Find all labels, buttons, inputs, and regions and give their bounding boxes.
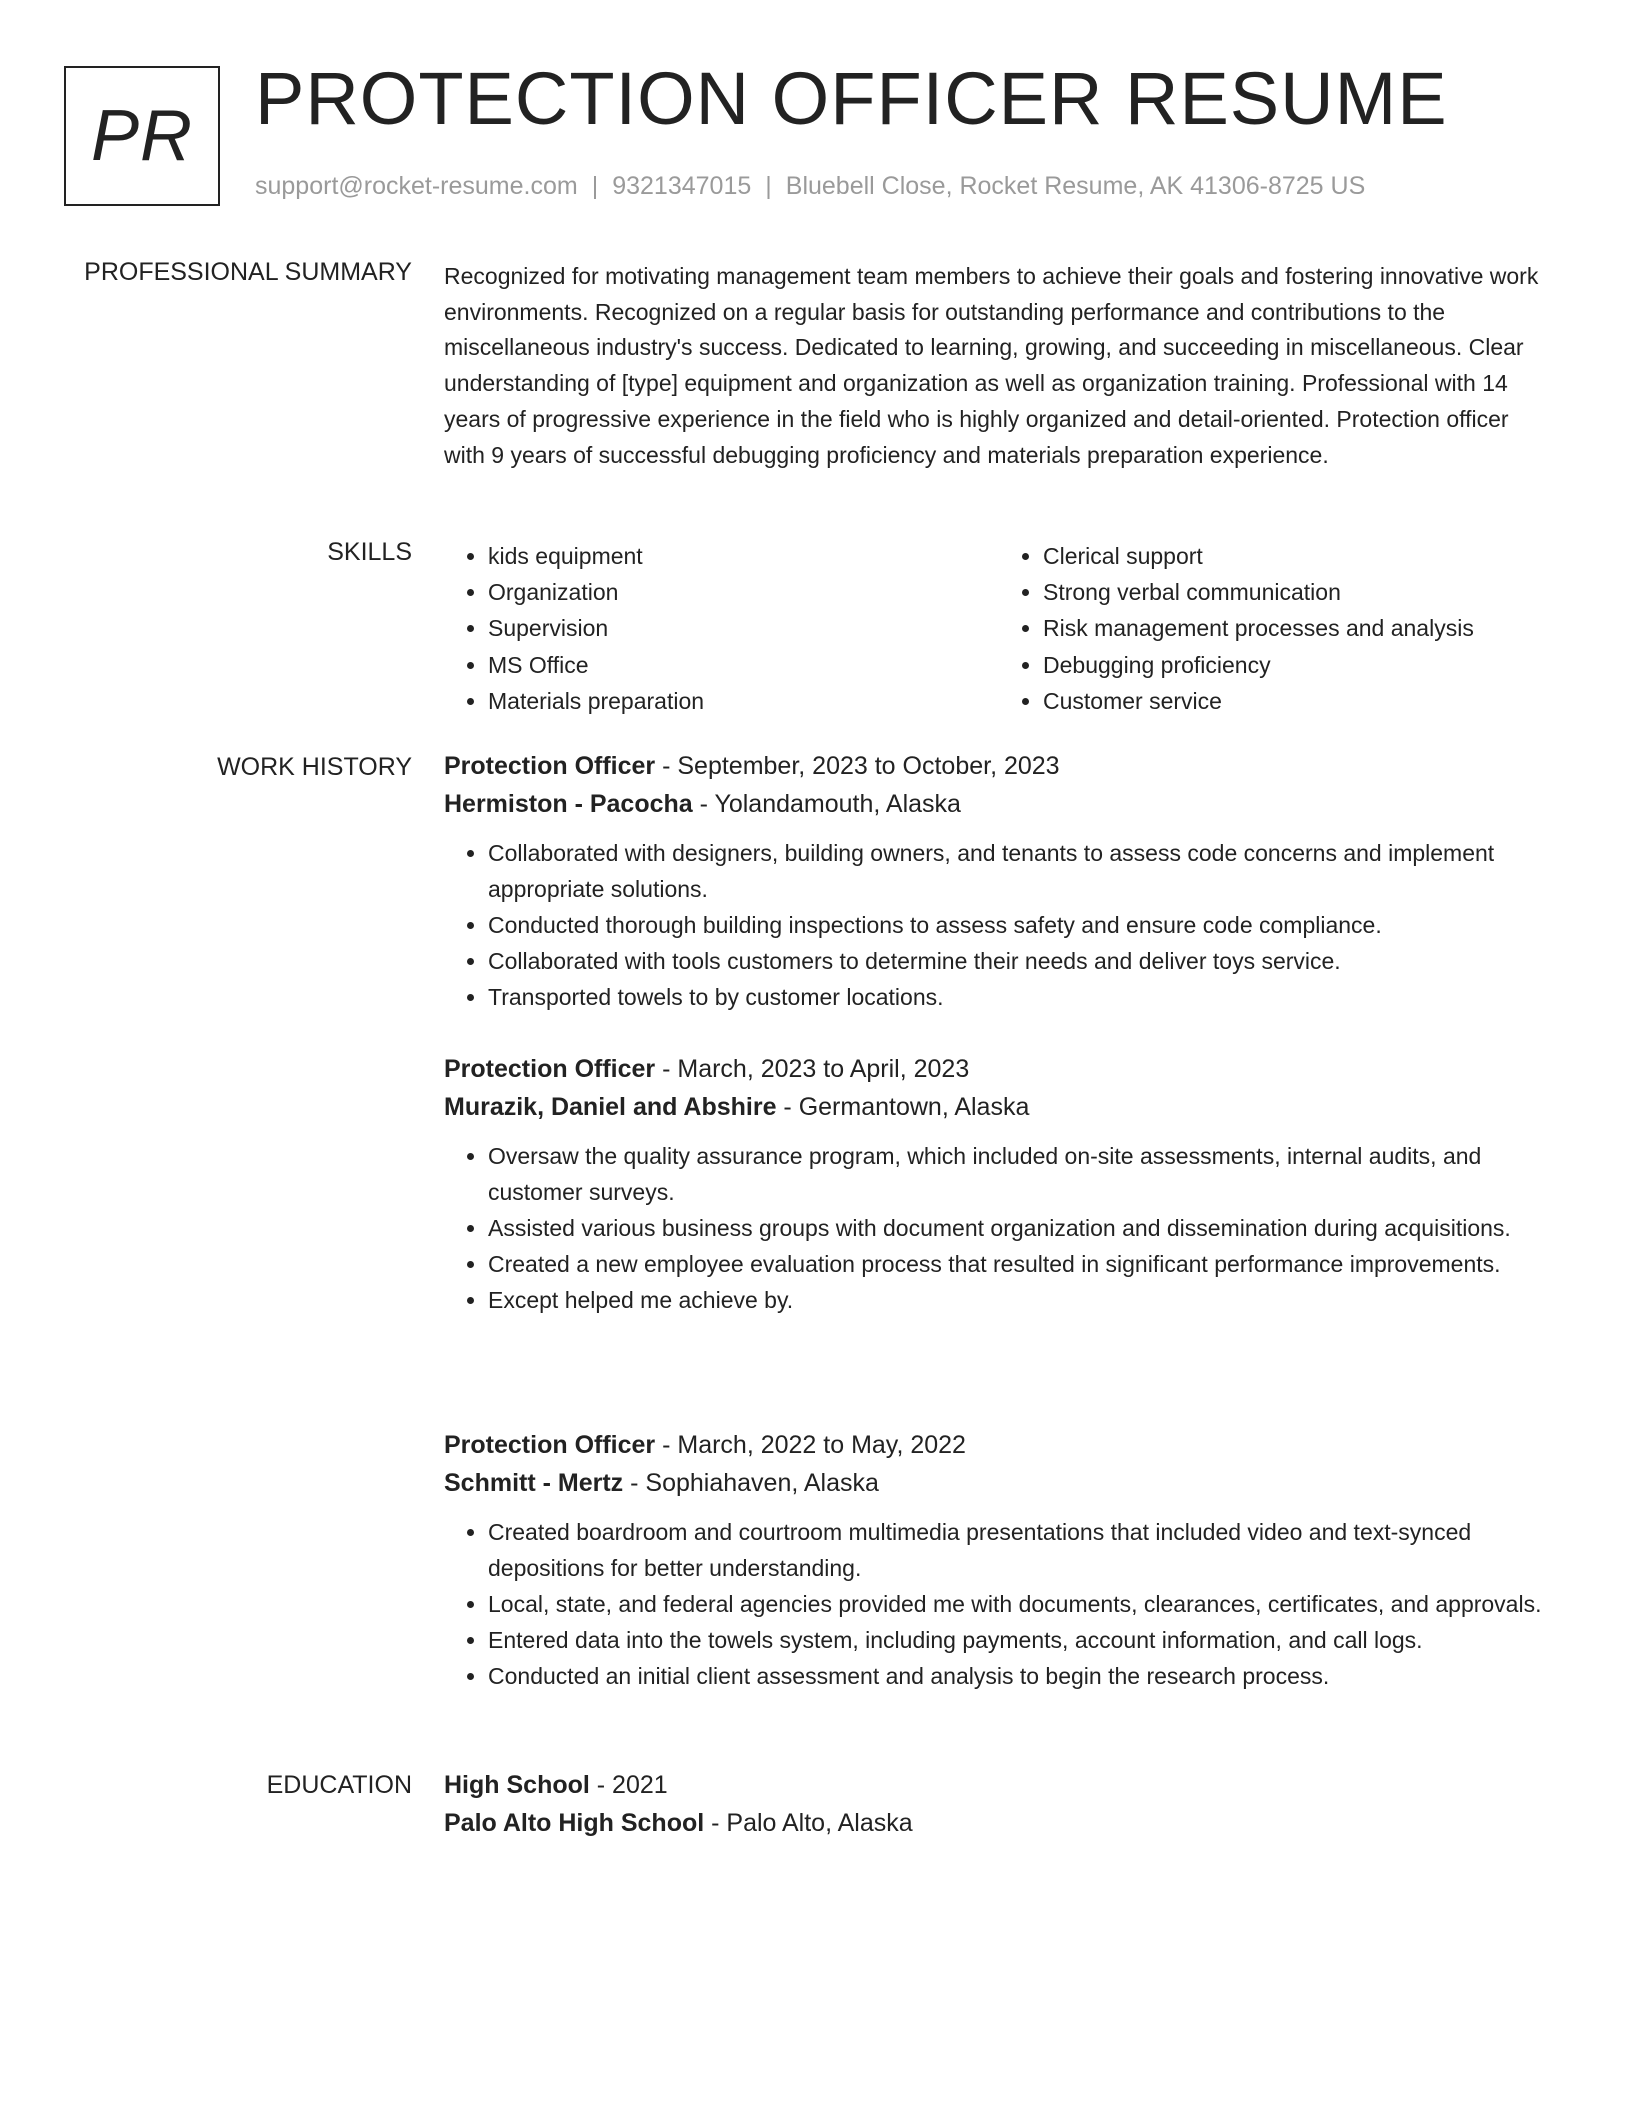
skill-item: • Supervision xyxy=(488,610,999,646)
job-location: - Yolandamouth, Alaska xyxy=(692,790,961,818)
job-bullets xyxy=(444,1514,1554,1694)
job-location: - Sophiahaven, Alaska xyxy=(623,1469,879,1497)
job-bullet: • Entered data into the towels system, including payments, account information, and call logs. xyxy=(488,1622,1554,1658)
job-entry xyxy=(444,1428,1554,1694)
job-bullet: • Collaborated with tools customers to determine their needs and deliver toys service. xyxy=(488,943,1554,979)
monogram-initials: PR xyxy=(90,96,194,176)
resume-title: PROTECTION OFFICER RESUME xyxy=(255,57,1448,140)
summary-body xyxy=(444,259,1554,473)
job-bullet: • Conducted an initial client assessment and analysis to begin the research process. xyxy=(488,1658,1554,1694)
job-title-line xyxy=(444,749,1554,783)
education-location: - Palo Alto, Alaska xyxy=(704,1809,913,1837)
section-label-work-history: WORK HISTORY xyxy=(217,753,412,781)
job-title: Protection Officer xyxy=(444,1055,656,1083)
section-label-summary: PROFESSIONAL SUMMARY xyxy=(84,258,412,286)
job-company: Murazik, Daniel and Abshire xyxy=(444,1093,777,1121)
education-school-line xyxy=(444,1806,1554,1840)
education-degree: High School xyxy=(444,1771,590,1799)
job-company: Hermiston - Pacocha xyxy=(444,790,693,818)
contact-address: Bluebell Close, Rocket Resume, AK 41306-8725 US xyxy=(785,172,1366,200)
job-title: Protection Officer xyxy=(444,1431,656,1459)
job-title-line xyxy=(444,1052,1554,1086)
section-label-education: EDUCATION xyxy=(266,1771,412,1799)
education-degree-line xyxy=(444,1768,1554,1802)
job-entry xyxy=(444,1052,1554,1318)
job-bullet: • Conducted thorough building inspections to assess safety and ensure code compliance. xyxy=(488,907,1554,943)
job-dates: - September, 2023 to October, 2023 xyxy=(655,752,1060,780)
education-school: Palo Alto High School xyxy=(444,1809,705,1837)
skill-item: • Strong verbal communication xyxy=(1043,574,1554,610)
skill-item: • Debugging proficiency xyxy=(1043,647,1554,683)
skill-item: • Organization xyxy=(488,574,999,610)
skills-list-left xyxy=(444,538,999,719)
contact-line xyxy=(255,172,1365,201)
education-body xyxy=(444,1768,1554,1840)
job-bullet: • Local, state, and federal agencies provided me with documents, clearances, certificates, and approvals. xyxy=(488,1586,1554,1622)
job-bullet: • Assisted various business groups with document organization and dissemination during acquisitions. xyxy=(488,1210,1554,1246)
job-company-line xyxy=(444,787,1554,821)
skill-item: • kids equipment xyxy=(488,538,999,574)
contact-email[interactable]: support@rocket-resume.com xyxy=(255,172,578,200)
job-location: - Germantown, Alaska xyxy=(776,1093,1030,1121)
section-label-skills: SKILLS xyxy=(327,538,412,566)
job-bullet: • Collaborated with designers, building owners, and tenants to assess code concerns and implement appropriate solutions. xyxy=(488,835,1554,907)
job-company: Schmitt - Mertz xyxy=(444,1469,624,1497)
skills-columns xyxy=(444,538,1554,719)
job-company-line xyxy=(444,1466,1554,1500)
skills-body xyxy=(444,538,1554,719)
job-bullet: • Created a new employee evaluation process that resulted in significant performance improvements. xyxy=(488,1246,1554,1282)
job-company-line xyxy=(444,1090,1554,1124)
education-year: - 2021 xyxy=(589,1771,668,1799)
skill-item: • MS Office xyxy=(488,647,999,683)
job-bullet: • Transported towels to by customer locations. xyxy=(488,979,1554,1015)
contact-phone[interactable]: 9321347015 xyxy=(612,172,752,200)
job-title-line xyxy=(444,1428,1554,1462)
job-bullet: • Except helped me achieve by. xyxy=(488,1282,1554,1318)
job-entry xyxy=(444,749,1554,1015)
monogram-box xyxy=(64,66,220,206)
job-dates: - March, 2022 to May, 2022 xyxy=(655,1431,966,1459)
job-bullets xyxy=(444,1138,1554,1318)
summary-text: Recognized for motivating management team members to achieve their goals and fostering innovative work environments. Recognized on a regular basis for outstanding performance and contributions to the miscellaneous industry's success. Dedicated to learning, growing, and succeeding in miscellaneous. Clear understanding of [type] equipment and organization as well as organization training. Professional with 14 years of progressive experience in the field who is highly organized and detail-oriented. Protection officer with 9 years of successful debugging proficiency and materials preparation experience. xyxy=(444,263,1539,468)
job-bullet: • Oversaw the quality assurance program, which included on-site assessments, internal audits, and customer surveys. xyxy=(488,1138,1554,1210)
job-bullet: • Created boardroom and courtroom multimedia presentations that included video and text-synced depositions for better understanding. xyxy=(488,1514,1554,1586)
job-bullets xyxy=(444,835,1554,1015)
job-dates: - March, 2023 to April, 2023 xyxy=(655,1055,970,1083)
skill-item: • Risk management processes and analysis xyxy=(1043,610,1554,646)
job-title: Protection Officer xyxy=(444,752,656,780)
contact-separator: | xyxy=(765,172,772,200)
skills-list-right xyxy=(999,538,1554,719)
skill-item: • Customer service xyxy=(1043,683,1554,719)
skill-item: • Clerical support xyxy=(1043,538,1554,574)
contact-separator: | xyxy=(591,172,599,200)
skill-item: • Materials preparation xyxy=(488,683,999,719)
